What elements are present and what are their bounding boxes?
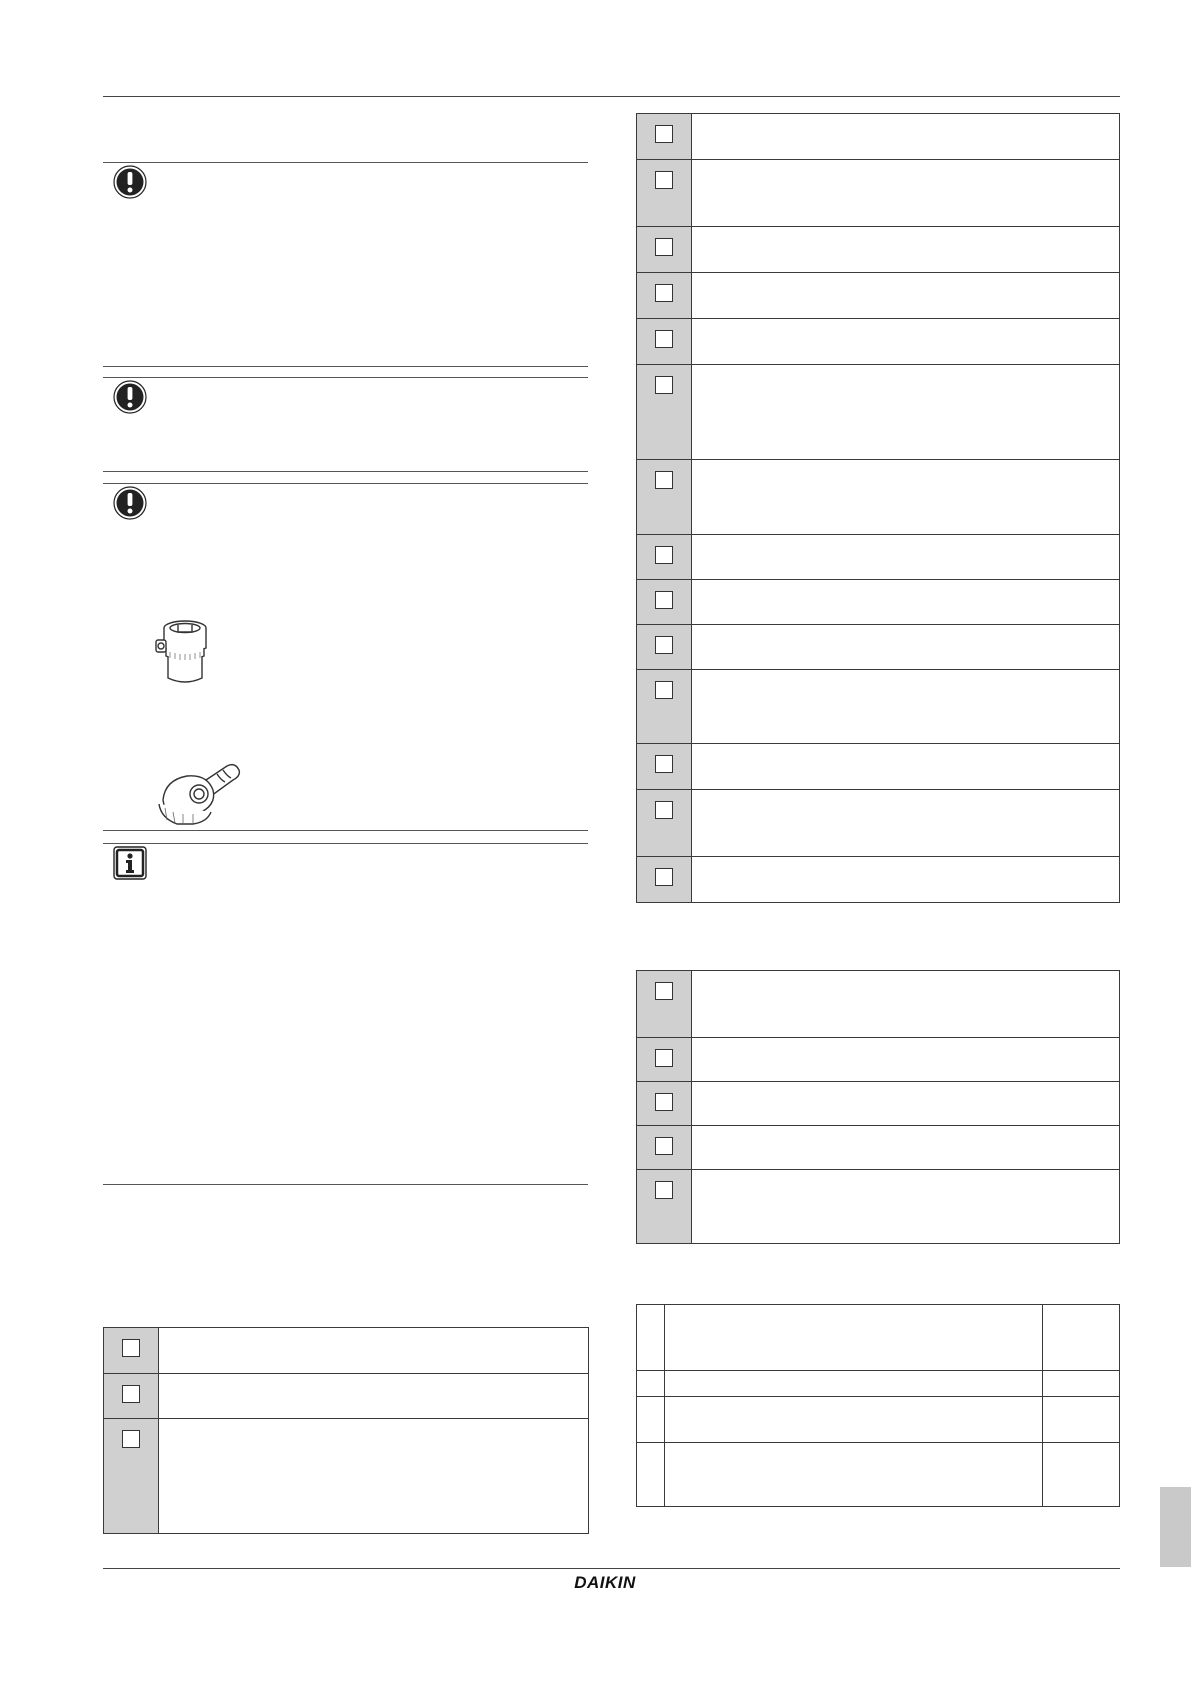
checklist-text — [692, 744, 1119, 789]
checkbox[interactable] — [655, 546, 673, 564]
checkbox[interactable] — [122, 1339, 140, 1357]
checkbox[interactable] — [655, 801, 673, 819]
notice-top-rule — [103, 843, 588, 844]
checklist-text — [692, 670, 1119, 743]
notice-bottom-rule — [103, 1184, 588, 1185]
checkbox[interactable] — [655, 982, 673, 1000]
checkbox[interactable] — [655, 1049, 673, 1067]
checkbox[interactable] — [655, 636, 673, 654]
checklist-row — [637, 971, 1119, 1038]
checklist-text — [692, 857, 1119, 902]
table-cell — [637, 1397, 665, 1442]
checklist-text — [692, 580, 1119, 624]
checklist-text — [692, 1170, 1119, 1243]
checkbox-cell — [637, 160, 692, 226]
checklist-row — [637, 535, 1119, 580]
air-purge-valve-icon — [150, 618, 230, 688]
checklist-text — [692, 114, 1119, 159]
checkbox-cell — [637, 1082, 692, 1125]
exclamation-circle-icon — [113, 165, 147, 199]
checklist-row — [637, 790, 1119, 857]
checklist-text — [692, 1038, 1119, 1081]
checkbox-cell — [637, 1170, 692, 1243]
checkbox[interactable] — [655, 1093, 673, 1111]
exclamation-circle-icon — [113, 380, 147, 414]
checklist-row — [104, 1419, 588, 1533]
checkbox-cell — [637, 365, 692, 459]
table-cell — [1043, 1371, 1119, 1396]
checkbox-cell — [104, 1419, 159, 1533]
checkbox[interactable] — [655, 125, 673, 143]
svg-text:DAIKIN: DAIKIN — [574, 1573, 636, 1592]
checklist-row — [104, 1374, 588, 1419]
checklist-text — [692, 227, 1119, 272]
checkbox[interactable] — [655, 171, 673, 189]
exclamation-circle-icon — [113, 486, 147, 520]
table-cell — [637, 1305, 665, 1370]
checklist-row — [637, 1126, 1119, 1170]
checkbox[interactable] — [655, 1181, 673, 1199]
notice-bottom-rule — [103, 366, 588, 367]
checklist-row — [637, 460, 1119, 535]
checklist-row — [637, 273, 1119, 319]
checklist-row — [637, 319, 1119, 365]
table-cell — [665, 1371, 1043, 1396]
checklist-text — [692, 365, 1119, 459]
notice-top-rule — [103, 483, 588, 484]
checkbox[interactable] — [655, 868, 673, 886]
checklist-row — [637, 114, 1119, 160]
checkbox-cell — [637, 971, 692, 1037]
checklist-text — [159, 1419, 588, 1533]
checkbox-cell — [637, 535, 692, 579]
table-row — [637, 1443, 1119, 1506]
checkbox[interactable] — [655, 376, 673, 394]
checkbox[interactable] — [655, 591, 673, 609]
checkbox[interactable] — [655, 284, 673, 302]
checkbox[interactable] — [655, 681, 673, 699]
checklist-row — [637, 1170, 1119, 1243]
notice-top-rule — [103, 377, 588, 378]
checkbox[interactable] — [655, 471, 673, 489]
table-row — [637, 1371, 1119, 1397]
checkbox-cell — [637, 273, 692, 318]
checklist-row — [637, 160, 1119, 227]
checkbox-cell — [637, 790, 692, 856]
checkbox-cell — [637, 227, 692, 272]
notice-bottom-rule — [103, 830, 588, 831]
header-rule — [103, 96, 1120, 97]
checkbox-cell — [104, 1328, 159, 1373]
checkbox-cell — [637, 1038, 692, 1081]
checklist-text — [692, 625, 1119, 669]
checkbox-cell — [637, 114, 692, 159]
table-row — [637, 1305, 1119, 1371]
checkbox-cell — [637, 1126, 692, 1169]
checkbox-cell — [637, 857, 692, 902]
table-row — [637, 1397, 1119, 1443]
left-checklist — [103, 1327, 589, 1534]
checklist-row — [637, 580, 1119, 625]
daikin-logo — [560, 1569, 650, 1595]
checklist-text — [159, 1328, 588, 1373]
checklist-text — [692, 460, 1119, 534]
checklist-row — [637, 227, 1119, 273]
checkbox[interactable] — [655, 330, 673, 348]
chapter-side-tab — [1160, 1487, 1191, 1567]
right-checklist-2 — [636, 970, 1120, 1244]
notice-bottom-rule — [103, 471, 588, 472]
checkbox-cell — [637, 625, 692, 669]
checklist-text — [692, 273, 1119, 318]
table-cell — [665, 1397, 1043, 1442]
checklist-text — [159, 1374, 588, 1418]
checklist-text — [692, 1082, 1119, 1125]
checklist-row — [637, 1082, 1119, 1126]
checklist-row — [637, 744, 1119, 790]
drain-valve-fitting-icon — [155, 752, 250, 827]
checklist-row — [104, 1328, 588, 1374]
checkbox[interactable] — [655, 238, 673, 256]
checkbox-cell — [637, 744, 692, 789]
checkbox[interactable] — [122, 1430, 140, 1448]
checkbox[interactable] — [122, 1385, 140, 1403]
table-cell — [1043, 1397, 1119, 1442]
checklist-text — [692, 790, 1119, 856]
table-cell — [665, 1305, 1043, 1370]
checklist-text — [692, 319, 1119, 364]
checklist-row — [637, 670, 1119, 744]
table-cell — [665, 1443, 1043, 1506]
checkbox-cell — [104, 1374, 159, 1418]
checkbox-cell — [637, 580, 692, 624]
checkbox-cell — [637, 460, 692, 534]
table-cell — [637, 1443, 665, 1506]
checkbox[interactable] — [655, 1137, 673, 1155]
checkbox-cell — [637, 670, 692, 743]
notice-top-rule — [103, 162, 588, 163]
checkbox[interactable] — [655, 755, 673, 773]
checklist-row — [637, 857, 1119, 902]
checklist-row — [637, 1038, 1119, 1082]
right-table — [636, 1304, 1120, 1507]
checkbox-cell — [637, 319, 692, 364]
right-checklist-1 — [636, 113, 1120, 903]
checklist-text — [692, 160, 1119, 226]
checklist-text — [692, 1126, 1119, 1169]
table-cell — [637, 1371, 665, 1396]
checklist-text — [692, 535, 1119, 579]
checklist-text — [692, 971, 1119, 1037]
checklist-row — [637, 365, 1119, 460]
table-cell — [1043, 1305, 1119, 1370]
checklist-row — [637, 625, 1119, 670]
table-cell — [1043, 1443, 1119, 1506]
info-box-icon — [113, 846, 147, 880]
